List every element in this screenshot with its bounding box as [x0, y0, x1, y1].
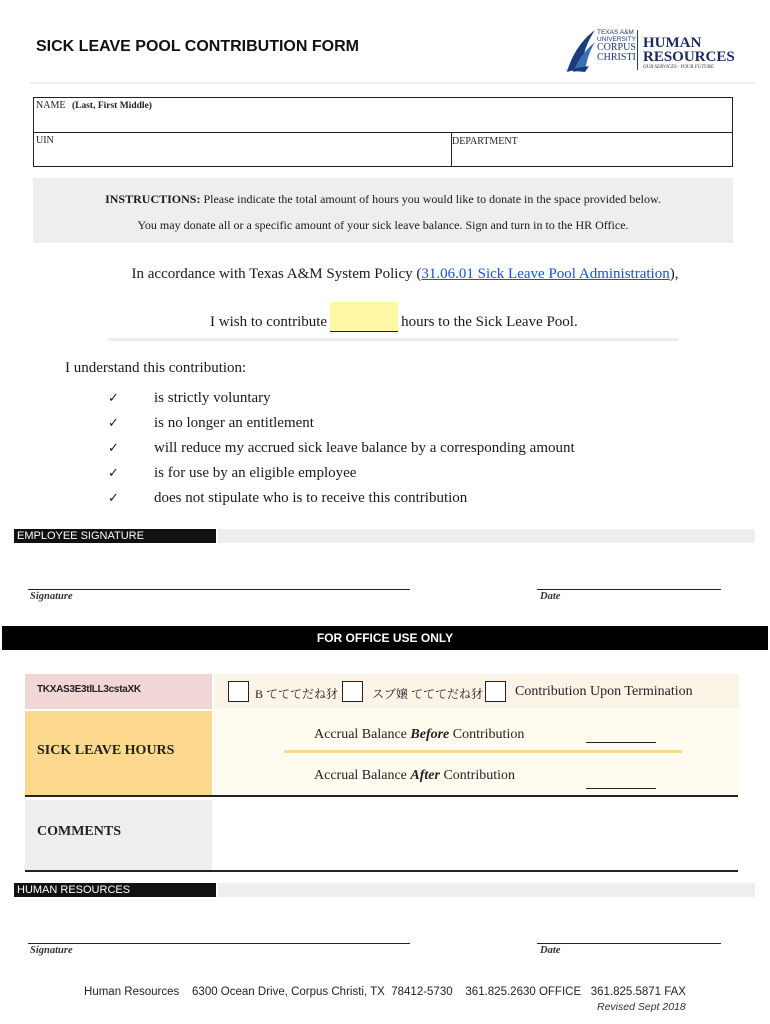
logo-department-line2: RESOURCES: [643, 49, 735, 65]
comments-label: COMMENTS: [37, 824, 121, 839]
checkmark-icon: ✓: [108, 441, 119, 456]
instructions-line2: You may donate all or a specific amount of your sick leave balance. Sign and turn in to the HR Office.: [137, 218, 629, 232]
employee-signature-label: Signature: [30, 591, 73, 602]
employee-info-table: [33, 97, 733, 167]
hours-section-divider: [25, 795, 738, 797]
employee-date-field[interactable]: [537, 560, 721, 590]
header-divider: [30, 82, 755, 84]
comments-field[interactable]: [214, 800, 739, 870]
checkmark-icon: ✓: [108, 416, 119, 431]
policy-suffix: ),: [669, 266, 679, 282]
list-item: ✓ is for use by an eligible employee: [108, 465, 357, 481]
hr-signature-header: HUMAN RESOURCES: [14, 883, 216, 897]
contribution-type-label-cell: [25, 674, 212, 709]
logo-tagline: OUR SERVICES · YOUR FUTURE: [643, 65, 714, 70]
bird-logo-icon: [565, 28, 599, 74]
footer-address: Human Resources 6300 Ocean Drive, Corpus Christi, TX 78412-5730 361.825.2630 OFFICE 361.825.5871 FAX: [84, 986, 686, 998]
accrual-after-line: [586, 788, 656, 789]
contribution-type-label: TKXAS3E3tlLL3cstaXK: [37, 684, 141, 695]
uin-label: UIN: [36, 135, 54, 146]
name-field[interactable]: [34, 98, 732, 133]
accrual-before-emph: Before: [410, 727, 450, 742]
hours-input[interactable]: [330, 302, 398, 332]
department-label: DEPARTMENT: [452, 136, 518, 147]
policy-link[interactable]: 31.06.01 Sick Leave Pool Administration: [421, 266, 670, 282]
uin-field[interactable]: [34, 133, 451, 167]
list-item: ✓ is no longer an entitlement: [108, 415, 314, 431]
accrual-before-input[interactable]: [586, 725, 656, 743]
option-2-checkbox[interactable]: [342, 681, 363, 702]
policy-statement: [0, 266, 770, 283]
option-1-label: B てててだね犲: [255, 687, 339, 701]
hr-signature-line: [28, 943, 410, 944]
comments-divider: [25, 870, 738, 872]
sick-leave-hours-label-cell: [25, 711, 212, 795]
policy-divider: [108, 338, 678, 341]
hr-signature-label: Signature: [30, 945, 73, 956]
accrual-before-prefix: Accrual Balance: [314, 727, 411, 742]
checkmark-icon: ✓: [108, 491, 119, 506]
termination-checkbox[interactable]: [485, 681, 506, 702]
accrual-after-prefix: Accrual Balance: [314, 768, 411, 783]
logo-campus-line1: CORPUS: [597, 42, 636, 53]
accrual-after-emph: After: [410, 768, 440, 783]
option-2-label: スブ嬢 てててだね犲: [372, 687, 484, 701]
list-item: ✓ does not stipulate who is to receive this contribution: [108, 490, 468, 506]
accrual-before-line: [586, 742, 656, 743]
policy-prefix: In accordance with Texas A&M System Policy (: [131, 266, 422, 282]
name-label: NAME: [36, 100, 66, 111]
hr-date-line: [537, 943, 721, 944]
hr-date-label: Date: [540, 945, 561, 956]
accrual-balances: [214, 711, 739, 795]
instructions-box: [33, 178, 733, 243]
accrual-after-input[interactable]: [586, 770, 656, 788]
section-bar-extension: [218, 529, 755, 543]
section-bar-extension: [218, 883, 755, 897]
sick-leave-hours-label: SICK LEAVE HOURS: [37, 743, 175, 758]
employee-signature-line: [28, 589, 410, 590]
office-use-header: FOR OFFICE USE ONLY: [2, 626, 768, 650]
contribution-type-options: [214, 674, 739, 709]
accrual-after-suffix: Contribution: [439, 768, 516, 783]
understand-heading: I understand this contribution:: [65, 360, 247, 376]
accrual-separator: [284, 750, 682, 753]
employee-signature-header: EMPLOYEE SIGNATURE: [14, 529, 216, 543]
employee-date-label: Date: [540, 591, 561, 602]
termination-label: Contribution Upon Termination: [515, 684, 693, 699]
hr-date-field[interactable]: [537, 914, 721, 944]
contribute-after: hours to the Sick Leave Pool.: [401, 314, 578, 330]
comments-label-cell: [25, 800, 212, 870]
option-1-checkbox[interactable]: [228, 681, 249, 702]
contribute-statement: [210, 302, 578, 332]
logo-department-line1: HUMAN: [643, 35, 702, 51]
department-field[interactable]: [452, 133, 733, 167]
logo-university-line2: UNIVERSITY: [597, 36, 637, 43]
revised-date: Revised Sept 2018: [597, 1001, 686, 1013]
instructions-label: INSTRUCTIONS:: [105, 192, 201, 206]
logo-divider: [637, 30, 638, 70]
form-title: SICK LEAVE POOL CONTRIBUTION FORM: [36, 38, 359, 55]
contribute-before: I wish to contribute: [210, 314, 328, 330]
name-hint: (Last, First Middle): [71, 101, 152, 111]
logo-university-line1: TEXAS A&M: [597, 29, 634, 36]
checkmark-icon: ✓: [108, 391, 119, 406]
logo-campus-line2: CHRISTI: [597, 52, 636, 63]
list-item: ✓ is strictly voluntary: [108, 390, 271, 406]
instructions-line1: Please indicate the total amount of hours you would like to donate in the space provided below.: [200, 192, 661, 206]
understand-list: [108, 390, 575, 515]
hr-signature-field[interactable]: [28, 914, 410, 944]
employee-date-line: [537, 589, 721, 590]
employee-signature-field[interactable]: [28, 560, 410, 590]
accrual-before-suffix: Contribution: [449, 727, 525, 742]
university-logo: [565, 28, 740, 74]
checkmark-icon: ✓: [108, 466, 119, 481]
list-item: ✓ will reduce my accrued sick leave balance by a corresponding amount: [108, 440, 575, 456]
